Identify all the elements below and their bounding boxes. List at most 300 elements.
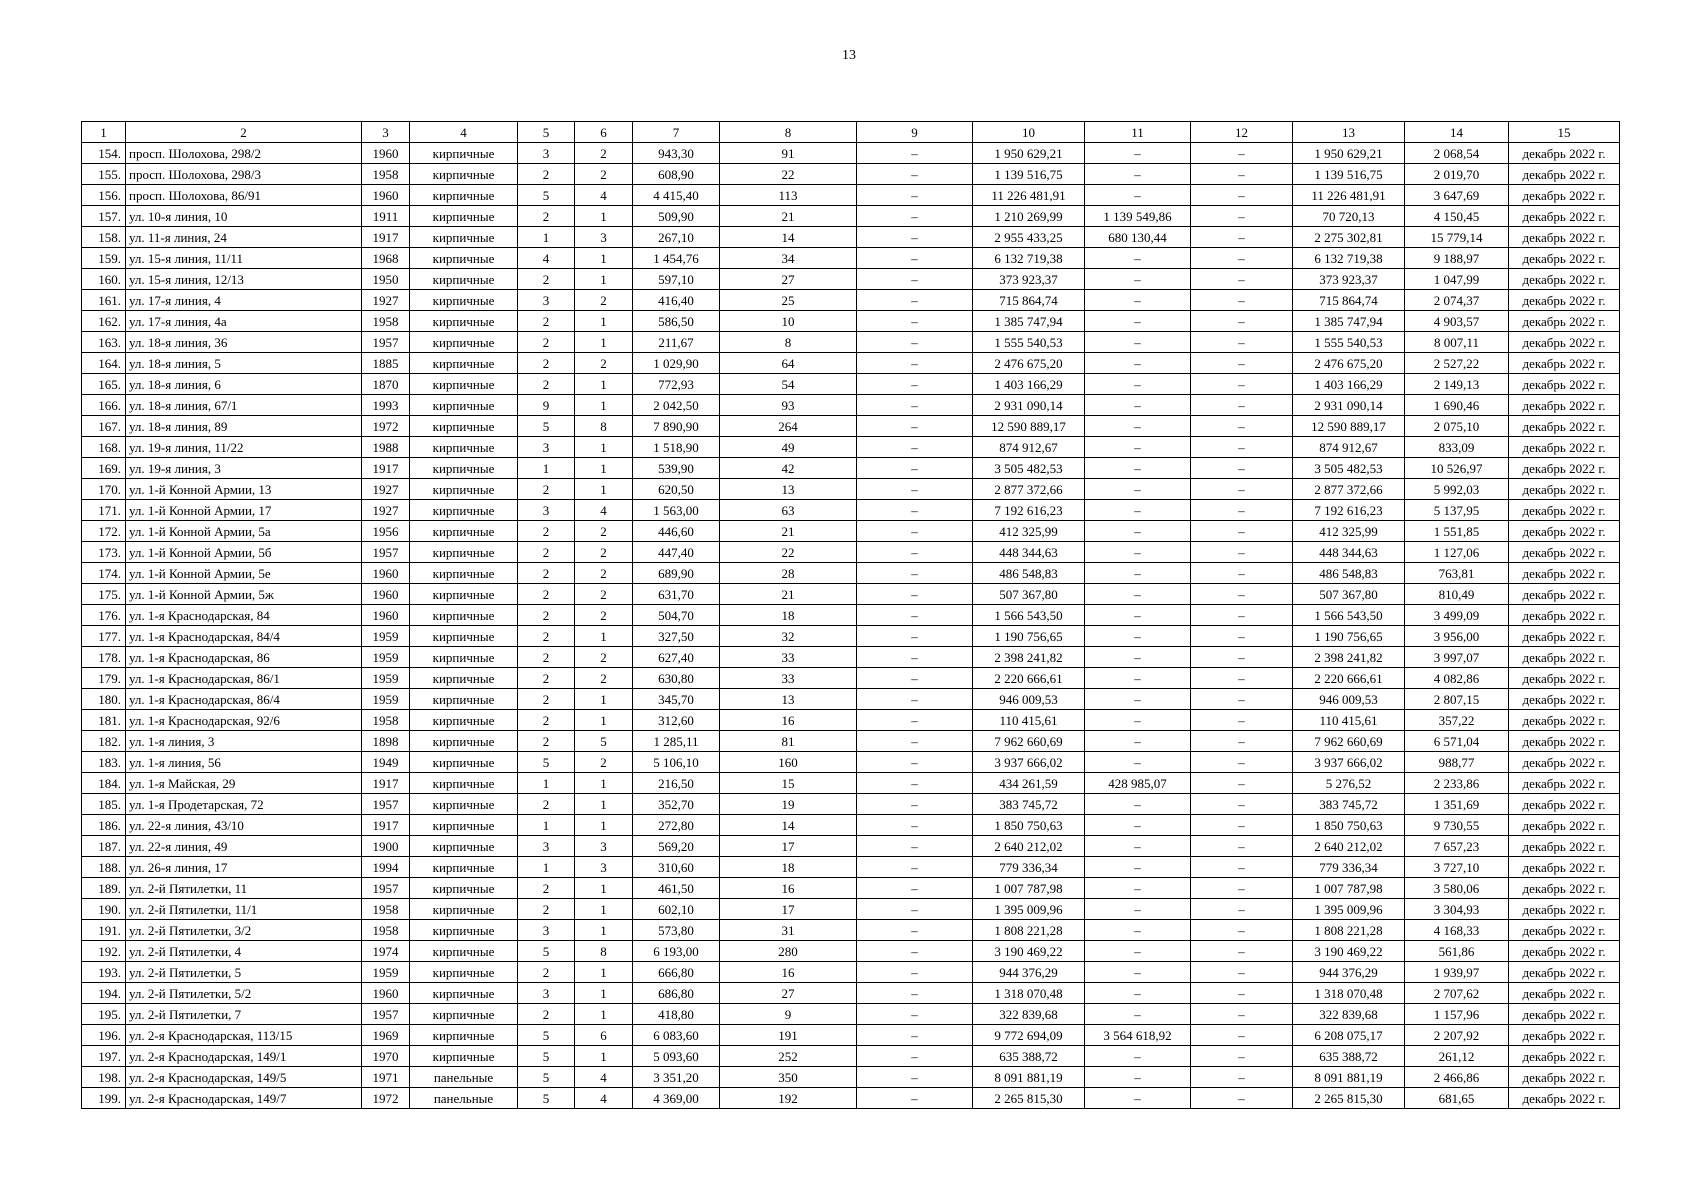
table-cell: 187. <box>82 836 126 857</box>
table-cell: – <box>857 563 973 584</box>
table-cell: 1 <box>575 269 633 290</box>
table-cell: 280 <box>720 941 857 962</box>
table-cell: 448 344,63 <box>973 542 1085 563</box>
table-cell: ул. 10-я линия, 10 <box>126 206 362 227</box>
table-cell: 1 551,85 <box>1405 521 1509 542</box>
table-cell: 5 <box>518 941 575 962</box>
table-cell: 17 <box>720 836 857 857</box>
table-cell: декабрь 2022 г. <box>1509 773 1620 794</box>
table-cell: декабрь 2022 г. <box>1509 332 1620 353</box>
table-cell: 272,80 <box>633 815 720 836</box>
table-cell: декабрь 2022 г. <box>1509 962 1620 983</box>
table-cell: 1 <box>575 920 633 941</box>
table-cell: – <box>857 353 973 374</box>
table-row <box>82 332 1620 353</box>
table-cell: декабрь 2022 г. <box>1509 437 1620 458</box>
table-cell: ул. 15-я линия, 12/13 <box>126 269 362 290</box>
table-cell: кирпичные <box>410 647 518 668</box>
table-cell: – <box>857 668 973 689</box>
table-cell: – <box>857 1025 973 1046</box>
table-cell: 5 <box>518 185 575 206</box>
table-cell: – <box>1191 920 1293 941</box>
table-cell: 2 <box>575 290 633 311</box>
table-cell: 1 <box>575 458 633 479</box>
table-cell: 635 388,72 <box>973 1046 1085 1067</box>
table-cell: – <box>857 143 973 164</box>
table-cell: 434 261,59 <box>973 773 1085 794</box>
table-cell: 418,80 <box>633 1004 720 1025</box>
table-cell: 1958 <box>362 899 410 920</box>
table-cell: 11 226 481,91 <box>973 185 1085 206</box>
table-cell: 3 997,07 <box>1405 647 1509 668</box>
table-cell: – <box>1191 332 1293 353</box>
table-cell: – <box>1191 1067 1293 1088</box>
table-cell: 17 <box>720 899 857 920</box>
table-cell: 21 <box>720 584 857 605</box>
table-cell: декабрь 2022 г. <box>1509 605 1620 626</box>
table-cell: 4 168,33 <box>1405 920 1509 941</box>
table-cell: 8 007,11 <box>1405 332 1509 353</box>
table-cell: 1 <box>575 983 633 1004</box>
table-row <box>82 269 1620 290</box>
table-cell: 988,77 <box>1405 752 1509 773</box>
table-cell: 1 <box>575 689 633 710</box>
table-cell: 1 190 756,65 <box>973 626 1085 647</box>
table-cell: 261,12 <box>1405 1046 1509 1067</box>
table-cell: 1 007 787,98 <box>1293 878 1405 899</box>
table-cell: 1 690,46 <box>1405 395 1509 416</box>
table-cell: 42 <box>720 458 857 479</box>
table-row <box>82 815 1620 836</box>
table-cell: 2 068,54 <box>1405 143 1509 164</box>
table-cell: 2 476 675,20 <box>973 353 1085 374</box>
table-cell: 833,09 <box>1405 437 1509 458</box>
table-cell: 2 <box>575 752 633 773</box>
table-cell: 192 <box>720 1088 857 1109</box>
table-cell: 162. <box>82 311 126 332</box>
table-cell: 350 <box>720 1067 857 1088</box>
table-cell: 1917 <box>362 773 410 794</box>
column-header-15: 15 <box>1509 122 1620 143</box>
table-cell: – <box>1191 479 1293 500</box>
table-cell: – <box>1191 374 1293 395</box>
table-cell: 874 912,67 <box>973 437 1085 458</box>
table-cell: ул. 17-я линия, 4а <box>126 311 362 332</box>
table-cell: 9 <box>518 395 575 416</box>
table-cell: 4 082,86 <box>1405 668 1509 689</box>
table-cell: – <box>857 164 973 185</box>
table-cell: – <box>1085 269 1191 290</box>
table-cell: 2 640 212,02 <box>1293 836 1405 857</box>
table-cell: 1 <box>575 1046 633 1067</box>
table-cell: 165. <box>82 374 126 395</box>
table-cell: 158. <box>82 227 126 248</box>
table-cell: 155. <box>82 164 126 185</box>
table-cell: 1 <box>518 458 575 479</box>
table-cell: декабрь 2022 г. <box>1509 248 1620 269</box>
table-cell: 16 <box>720 878 857 899</box>
column-header-1: 1 <box>82 122 126 143</box>
table-cell: ул. 1-я линия, 3 <box>126 731 362 752</box>
table-cell: 635 388,72 <box>1293 1046 1405 1067</box>
table-cell: 1 566 543,50 <box>973 605 1085 626</box>
table-cell: 16 <box>720 962 857 983</box>
table-cell: 64 <box>720 353 857 374</box>
table-cell: кирпичные <box>410 794 518 815</box>
column-header-11: 11 <box>1085 122 1191 143</box>
table-cell: 2 <box>518 353 575 374</box>
table-cell: 27 <box>720 983 857 1004</box>
table-cell: – <box>857 479 973 500</box>
table-cell: 189. <box>82 878 126 899</box>
table-cell: 2 <box>518 584 575 605</box>
table-cell: декабрь 2022 г. <box>1509 794 1620 815</box>
table-cell: кирпичные <box>410 164 518 185</box>
table-cell: 2 <box>575 668 633 689</box>
table-cell: 2 075,10 <box>1405 416 1509 437</box>
table-cell: 2 220 666,61 <box>1293 668 1405 689</box>
table-cell: 4 903,57 <box>1405 311 1509 332</box>
table-cell: 3 <box>575 227 633 248</box>
table-cell: 2 931 090,14 <box>1293 395 1405 416</box>
table-cell: 4 <box>575 1067 633 1088</box>
table-cell: – <box>1191 752 1293 773</box>
table-row <box>82 731 1620 752</box>
table-cell: 185. <box>82 794 126 815</box>
table-cell: 5 137,95 <box>1405 500 1509 521</box>
table-cell: 946 009,53 <box>973 689 1085 710</box>
table-cell: декабрь 2022 г. <box>1509 269 1620 290</box>
table-cell: 184. <box>82 773 126 794</box>
table-cell: ул. 1-я линия, 56 <box>126 752 362 773</box>
table-cell: ул. 1-я Краснодарская, 86/4 <box>126 689 362 710</box>
table-cell: – <box>1191 1088 1293 1109</box>
table-cell: 2 220 666,61 <box>973 668 1085 689</box>
table-cell: 34 <box>720 248 857 269</box>
table-cell: 1 127,06 <box>1405 542 1509 563</box>
table-cell: 680 130,44 <box>1085 227 1191 248</box>
table-row <box>82 458 1620 479</box>
table-cell: 2 <box>518 479 575 500</box>
table-cell: 3 <box>518 500 575 521</box>
table-cell: 174. <box>82 563 126 584</box>
table-cell: 1968 <box>362 248 410 269</box>
table-cell: декабрь 2022 г. <box>1509 563 1620 584</box>
table-cell: 310,60 <box>633 857 720 878</box>
column-header-5: 5 <box>518 122 575 143</box>
table-cell: 1 190 756,65 <box>1293 626 1405 647</box>
table-cell: декабрь 2022 г. <box>1509 647 1620 668</box>
table-cell: 1 403 166,29 <box>1293 374 1405 395</box>
table-cell: 19 <box>720 794 857 815</box>
table-cell: кирпичные <box>410 416 518 437</box>
table-cell: 3 505 482,53 <box>973 458 1085 479</box>
table-cell: 428 985,07 <box>1085 773 1191 794</box>
table-cell: – <box>1085 1088 1191 1109</box>
table-cell: 1 808 221,28 <box>1293 920 1405 941</box>
table-cell: 5 093,60 <box>633 1046 720 1067</box>
table-cell: – <box>857 500 973 521</box>
table-cell: – <box>1085 836 1191 857</box>
table-cell: 18 <box>720 605 857 626</box>
table-cell: 2 931 090,14 <box>973 395 1085 416</box>
table-cell: ул. 2-я Краснодарская, 149/1 <box>126 1046 362 1067</box>
table-cell: 1 007 787,98 <box>973 878 1085 899</box>
table-row <box>82 1004 1620 1025</box>
table-cell: декабрь 2022 г. <box>1509 227 1620 248</box>
table-cell: ул. 1-я Краснодарская, 84/4 <box>126 626 362 647</box>
table-cell: ул. 1-я Краснодарская, 84 <box>126 605 362 626</box>
table-cell: декабрь 2022 г. <box>1509 500 1620 521</box>
table-cell: 4 150,45 <box>1405 206 1509 227</box>
table-cell: – <box>857 878 973 899</box>
table-cell: – <box>1191 1004 1293 1025</box>
table-cell: 1 <box>575 962 633 983</box>
table-cell: – <box>1085 731 1191 752</box>
table-cell: – <box>1085 941 1191 962</box>
table-cell: – <box>857 857 973 878</box>
table-cell: 2 019,70 <box>1405 164 1509 185</box>
table-cell: 446,60 <box>633 521 720 542</box>
table-cell: 2 <box>518 164 575 185</box>
table-cell: ул. 2-й Пятилетки, 3/2 <box>126 920 362 941</box>
table-cell: декабрь 2022 г. <box>1509 542 1620 563</box>
table-cell: 1 <box>575 626 633 647</box>
table-cell: – <box>857 983 973 1004</box>
table-cell: 1972 <box>362 416 410 437</box>
table-cell: кирпичные <box>410 563 518 584</box>
table-cell: 2 <box>518 647 575 668</box>
table-cell: 2 <box>575 353 633 374</box>
table-row <box>82 563 1620 584</box>
table-cell: 1957 <box>362 878 410 899</box>
table-cell: ул. 2-й Пятилетки, 11/1 <box>126 899 362 920</box>
table-cell: 159. <box>82 248 126 269</box>
table-cell: 2 <box>518 626 575 647</box>
table-cell: декабрь 2022 г. <box>1509 416 1620 437</box>
table-cell: 1870 <box>362 374 410 395</box>
table-cell: 3 580,06 <box>1405 878 1509 899</box>
table-row <box>82 668 1620 689</box>
table-cell: – <box>857 206 973 227</box>
table-cell: – <box>857 521 973 542</box>
table-cell: кирпичные <box>410 752 518 773</box>
table-cell: – <box>857 1088 973 1109</box>
table-cell: – <box>1191 143 1293 164</box>
table-cell: – <box>1085 332 1191 353</box>
table-cell: – <box>1191 815 1293 836</box>
table-cell: 2 <box>575 143 633 164</box>
table-cell: – <box>1085 458 1191 479</box>
table-cell: 2 <box>575 521 633 542</box>
table-cell: – <box>857 836 973 857</box>
table-cell: кирпичные <box>410 374 518 395</box>
table-cell: 9 772 694,09 <box>973 1025 1085 1046</box>
table-cell: 216,50 <box>633 773 720 794</box>
table-cell: 1 403 166,29 <box>973 374 1085 395</box>
table-cell: 1958 <box>362 311 410 332</box>
table-cell: ул. 1-я Краснодарская, 92/6 <box>126 710 362 731</box>
table-cell: – <box>857 689 973 710</box>
table-cell: декабрь 2022 г. <box>1509 668 1620 689</box>
table-cell: – <box>1191 290 1293 311</box>
table-cell: – <box>1191 983 1293 1004</box>
table-cell: 27 <box>720 269 857 290</box>
table-body <box>82 143 1620 1109</box>
table-cell: – <box>1191 227 1293 248</box>
table-row <box>82 752 1620 773</box>
table-cell: 5 276,52 <box>1293 773 1405 794</box>
table-cell: 412 325,99 <box>1293 521 1405 542</box>
table-cell: – <box>857 899 973 920</box>
table-cell: 810,49 <box>1405 584 1509 605</box>
table-cell: 28 <box>720 563 857 584</box>
table-cell: декабрь 2022 г. <box>1509 311 1620 332</box>
table-cell: 561,86 <box>1405 941 1509 962</box>
table-cell: 1 <box>575 437 633 458</box>
table-cell: – <box>857 815 973 836</box>
table-row <box>82 794 1620 815</box>
table-cell: 252 <box>720 1046 857 1067</box>
table-cell: 154. <box>82 143 126 164</box>
table-cell: – <box>857 542 973 563</box>
table-cell: 113 <box>720 185 857 206</box>
table-cell: ул. 22-я линия, 43/10 <box>126 815 362 836</box>
table-cell: ул. 2-й Пятилетки, 11 <box>126 878 362 899</box>
table-cell: 3 351,20 <box>633 1067 720 1088</box>
table-cell: декабрь 2022 г. <box>1509 1088 1620 1109</box>
table-row <box>82 1088 1620 1109</box>
table-cell: 3 956,00 <box>1405 626 1509 647</box>
table-cell: 2 074,37 <box>1405 290 1509 311</box>
table-cell: ул. 1-й Конной Армии, 5ж <box>126 584 362 605</box>
table-cell: 689,90 <box>633 563 720 584</box>
column-header-2: 2 <box>126 122 362 143</box>
table-cell: – <box>1191 668 1293 689</box>
table-cell: 602,10 <box>633 899 720 920</box>
table-cell: просп. Шолохова, 298/2 <box>126 143 362 164</box>
table-cell: 1960 <box>362 605 410 626</box>
table-cell: ул. 17-я линия, 4 <box>126 290 362 311</box>
table-cell: кирпичные <box>410 710 518 731</box>
table-cell: кирпичные <box>410 206 518 227</box>
table-cell: – <box>1191 353 1293 374</box>
table-cell: 2 707,62 <box>1405 983 1509 1004</box>
table-cell: – <box>1191 185 1293 206</box>
table-cell: 539,90 <box>633 458 720 479</box>
table-cell: – <box>1085 584 1191 605</box>
table-cell: 586,50 <box>633 311 720 332</box>
table-cell: 157. <box>82 206 126 227</box>
table-cell: кирпичные <box>410 1004 518 1025</box>
table-cell: 14 <box>720 227 857 248</box>
table-cell: – <box>857 374 973 395</box>
table-cell: кирпичные <box>410 458 518 479</box>
table-cell: – <box>1085 920 1191 941</box>
table-cell: 322 839,68 <box>1293 1004 1405 1025</box>
table-cell: декабрь 2022 г. <box>1509 731 1620 752</box>
table-cell: – <box>1191 605 1293 626</box>
table-cell: – <box>1191 836 1293 857</box>
table-cell: – <box>1191 584 1293 605</box>
table-cell: – <box>1085 395 1191 416</box>
table-cell: 631,70 <box>633 584 720 605</box>
table-cell: – <box>1191 647 1293 668</box>
table-cell: 874 912,67 <box>1293 437 1405 458</box>
table-cell: 2 <box>518 1004 575 1025</box>
column-header-13: 13 <box>1293 122 1405 143</box>
table-cell: 1 555 540,53 <box>1293 332 1405 353</box>
table-cell: 2 <box>575 164 633 185</box>
table-cell: 779 336,34 <box>973 857 1085 878</box>
table-cell: ул. 18-я линия, 6 <box>126 374 362 395</box>
table-cell: 167. <box>82 416 126 437</box>
table-cell: панельные <box>410 1088 518 1109</box>
table-cell: 1 <box>575 248 633 269</box>
table-cell: 178. <box>82 647 126 668</box>
table-cell: 1 047,99 <box>1405 269 1509 290</box>
table-cell: 2 265 815,30 <box>973 1088 1085 1109</box>
table-cell: 3 647,69 <box>1405 185 1509 206</box>
table-row <box>82 941 1620 962</box>
table-row <box>82 500 1620 521</box>
table-cell: 1960 <box>362 563 410 584</box>
table-cell: декабрь 2022 г. <box>1509 374 1620 395</box>
table-cell: – <box>1085 143 1191 164</box>
table-cell: 2 <box>575 584 633 605</box>
table-cell: 312,60 <box>633 710 720 731</box>
table-cell: кирпичные <box>410 962 518 983</box>
table-cell: 31 <box>720 920 857 941</box>
table-cell: 1960 <box>362 143 410 164</box>
table-cell: 7 192 616,23 <box>1293 500 1405 521</box>
table-cell: 181. <box>82 710 126 731</box>
table-cell: 3 499,09 <box>1405 605 1509 626</box>
table-cell: 1956 <box>362 521 410 542</box>
table-cell: – <box>1085 605 1191 626</box>
table-row <box>82 311 1620 332</box>
table-cell: 7 890,90 <box>633 416 720 437</box>
table-cell: 1 <box>575 773 633 794</box>
table-cell: кирпичные <box>410 626 518 647</box>
table-cell: 7 962 660,69 <box>1293 731 1405 752</box>
table-cell: декабрь 2022 г. <box>1509 458 1620 479</box>
table-cell: 196. <box>82 1025 126 1046</box>
table-cell: 2 <box>518 962 575 983</box>
table-cell: – <box>857 962 973 983</box>
table-cell: ул. 15-я линия, 11/11 <box>126 248 362 269</box>
table-cell: – <box>857 710 973 731</box>
table-cell: декабрь 2022 г. <box>1509 479 1620 500</box>
table-cell: кирпичные <box>410 584 518 605</box>
table-row <box>82 206 1620 227</box>
table-cell: 7 962 660,69 <box>973 731 1085 752</box>
table-cell: кирпичные <box>410 437 518 458</box>
table-cell: – <box>857 227 973 248</box>
table-cell: 160. <box>82 269 126 290</box>
table-cell: 3 <box>518 290 575 311</box>
table-cell: 33 <box>720 647 857 668</box>
table-cell: кирпичные <box>410 941 518 962</box>
table-cell: 1 <box>518 227 575 248</box>
table-cell: 6 193,00 <box>633 941 720 962</box>
table-cell: – <box>857 626 973 647</box>
table-cell: 22 <box>720 164 857 185</box>
table-cell: 461,50 <box>633 878 720 899</box>
table-cell: – <box>1191 164 1293 185</box>
table-cell: – <box>1085 647 1191 668</box>
table-cell: – <box>1085 710 1191 731</box>
